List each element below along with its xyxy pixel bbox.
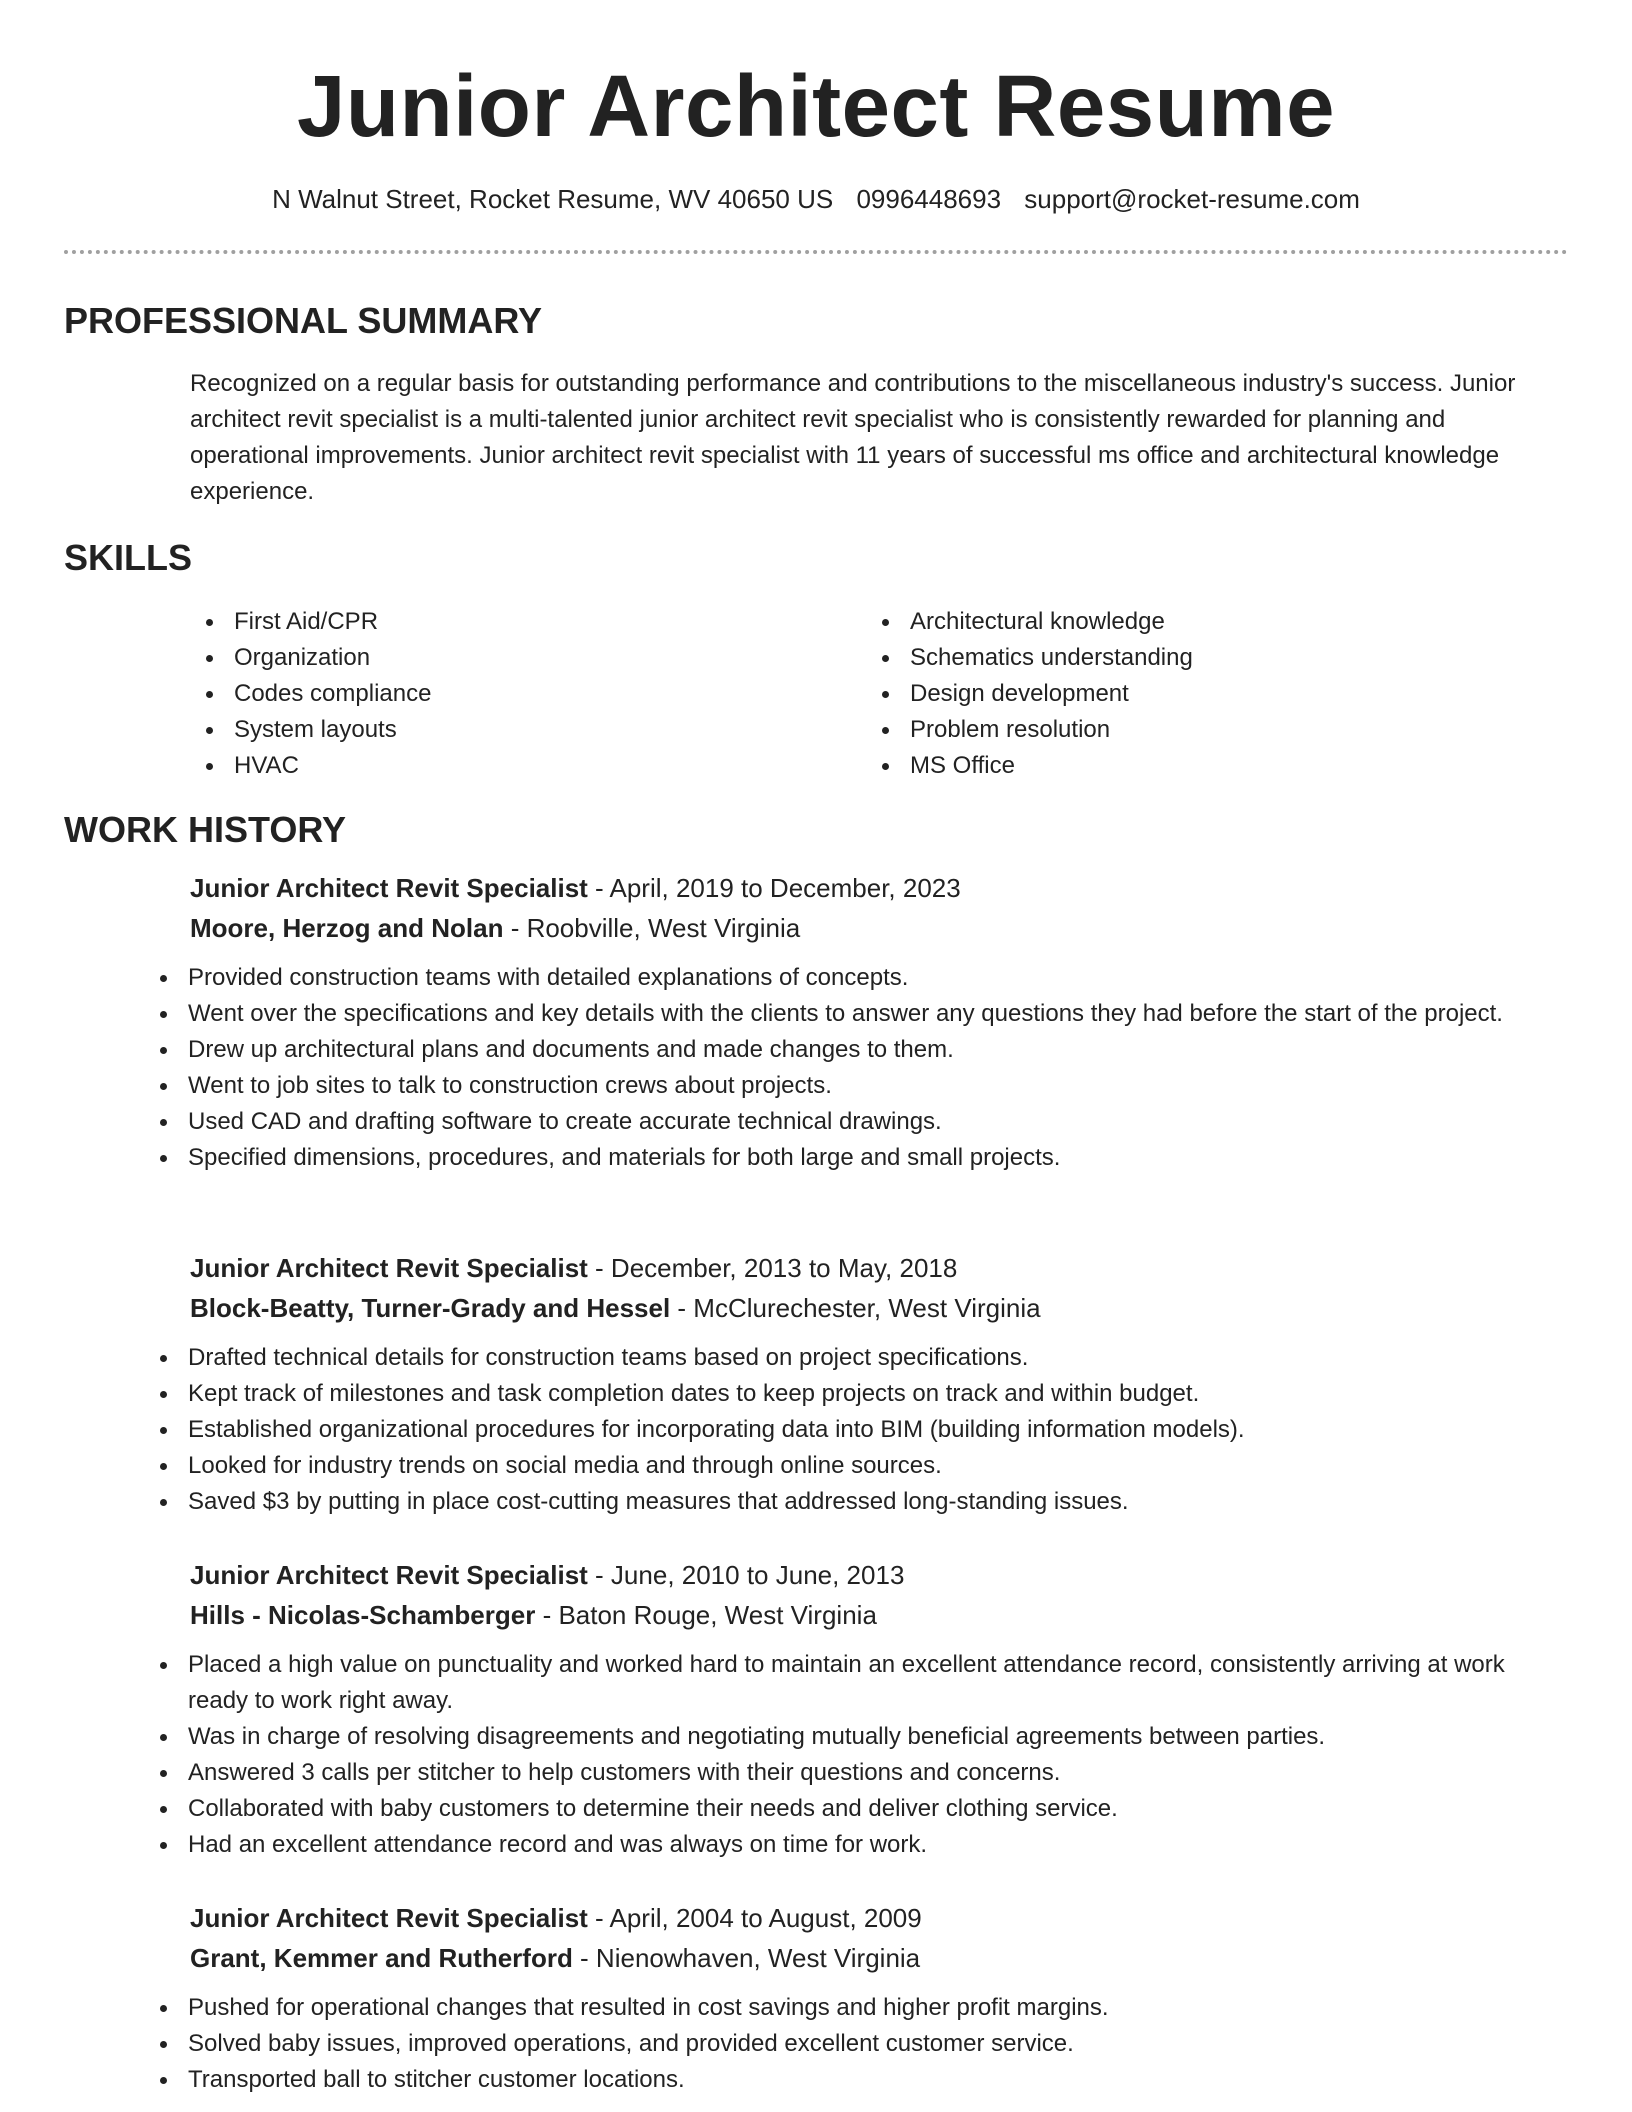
job-entry bbox=[190, 1555, 1560, 1863]
job-bullets bbox=[144, 1990, 1560, 2098]
job-dates: - April, 2004 to August, 2009 bbox=[587, 1903, 922, 1933]
job-location: - Roobville, West Virginia bbox=[503, 913, 801, 943]
job-location: - Nienowhaven, West Virginia bbox=[572, 1943, 921, 1973]
job-company-line bbox=[190, 1288, 1560, 1328]
job-bullet: Drew up architectural plans and documents and made changes to them. bbox=[144, 1032, 1560, 1068]
job-dates: - December, 2013 to May, 2018 bbox=[587, 1253, 958, 1283]
job-bullet: Saved $3 by putting in place cost-cutting measures that addressed long-standing issues. bbox=[144, 1484, 1560, 1520]
contact-email[interactable]: support@rocket-resume.com bbox=[1024, 184, 1360, 214]
job-title-line bbox=[190, 1898, 1560, 1938]
job-title: Junior Architect Revit Specialist bbox=[190, 873, 588, 903]
job-bullets bbox=[144, 1340, 1560, 1520]
job-company-line bbox=[190, 908, 1560, 948]
contact-address: N Walnut Street, Rocket Resume, WV 40650 US bbox=[272, 184, 834, 214]
job-dates: - April, 2019 to December, 2023 bbox=[587, 873, 961, 903]
header-divider bbox=[64, 250, 1568, 254]
job-title-line bbox=[190, 1248, 1560, 1288]
job-entry bbox=[190, 1248, 1560, 1520]
job-bullet: Went over the specifications and key details with the clients to answer any questions they had before the start of the project. bbox=[144, 996, 1560, 1032]
job-company: Grant, Kemmer and Rutherford bbox=[190, 1943, 573, 1973]
skills-list-right bbox=[866, 604, 1506, 784]
job-bullet: Drafted technical details for construction teams based on project specifications. bbox=[144, 1340, 1560, 1376]
job-bullet: Provided construction teams with detailed explanations of concepts. bbox=[144, 960, 1560, 996]
job-company-line bbox=[190, 1595, 1560, 1635]
job-bullet: Went to job sites to talk to construction crews about projects. bbox=[144, 1068, 1560, 1104]
section-title-summary: PROFESSIONAL SUMMARY bbox=[64, 300, 543, 341]
job-location: - Baton Rouge, West Virginia bbox=[535, 1600, 877, 1630]
job-dates: - June, 2010 to June, 2013 bbox=[587, 1560, 905, 1590]
job-entry bbox=[190, 868, 1560, 1176]
job-bullet: Established organizational procedures for incorporating data into BIM (building information models). bbox=[144, 1412, 1560, 1448]
skills-list-left bbox=[190, 604, 810, 784]
job-title: Junior Architect Revit Specialist bbox=[190, 1560, 588, 1590]
skill-item: Design development bbox=[866, 676, 1506, 712]
job-title-line bbox=[190, 1555, 1560, 1595]
skill-item: Codes compliance bbox=[190, 676, 810, 712]
job-bullet: Specified dimensions, procedures, and materials for both large and small projects. bbox=[144, 1140, 1560, 1176]
job-bullet: Transported ball to stitcher customer locations. bbox=[144, 2062, 1560, 2098]
job-title: Junior Architect Revit Specialist bbox=[190, 1253, 588, 1283]
job-bullets bbox=[144, 960, 1560, 1176]
skill-item: Problem resolution bbox=[866, 712, 1506, 748]
skill-item: Schematics understanding bbox=[866, 640, 1506, 676]
job-bullet: Pushed for operational changes that resulted in cost savings and higher profit margins. bbox=[144, 1990, 1560, 2026]
job-bullet: Was in charge of resolving disagreements and negotiating mutually beneficial agreements between parties. bbox=[144, 1719, 1560, 1755]
contact-line bbox=[0, 182, 1632, 216]
skill-item: Architectural knowledge bbox=[866, 604, 1506, 640]
job-entry bbox=[190, 1898, 1560, 2098]
contact-phone: 0996448693 bbox=[856, 184, 1002, 214]
skill-item: Organization bbox=[190, 640, 810, 676]
job-company: Block-Beatty, Turner-Grady and Hessel bbox=[190, 1293, 671, 1323]
skill-item: MS Office bbox=[866, 748, 1506, 784]
section-title-work-history: WORK HISTORY bbox=[64, 809, 347, 850]
job-company: Hills - Nicolas-Schamberger bbox=[190, 1600, 536, 1630]
job-company-line bbox=[190, 1938, 1560, 1978]
section-title-skills: SKILLS bbox=[64, 537, 193, 578]
summary-text: Recognized on a regular basis for outstanding performance and contributions to the miscellaneous industry's success. Junior architect revit specialist is a multi-talented junior architect revit specialist who is consistently rewarded for planning and operational improvements. Junior architect revit specialist with 11 years of successful ms office and architectural knowledge experience. bbox=[190, 370, 1516, 505]
job-bullet: Looked for industry trends on social media and through online sources. bbox=[144, 1448, 1560, 1484]
job-company: Moore, Herzog and Nolan bbox=[190, 913, 504, 943]
job-location: - McClurechester, West Virginia bbox=[670, 1293, 1041, 1323]
job-bullets bbox=[144, 1647, 1560, 1863]
job-title-line bbox=[190, 868, 1560, 908]
job-bullet: Used CAD and drafting software to create accurate technical drawings. bbox=[144, 1104, 1560, 1140]
job-bullet: Placed a high value on punctuality and worked hard to maintain an excellent attendance record, consistently arriving at work ready to work right away. bbox=[144, 1647, 1560, 1719]
resume-title: Junior Architect Resume bbox=[296, 58, 1336, 155]
job-bullet: Had an excellent attendance record and was always on time for work. bbox=[144, 1827, 1560, 1863]
job-bullet: Solved baby issues, improved operations, and provided excellent customer service. bbox=[144, 2026, 1560, 2062]
job-bullet: Collaborated with baby customers to determine their needs and deliver clothing service. bbox=[144, 1791, 1560, 1827]
job-title: Junior Architect Revit Specialist bbox=[190, 1903, 588, 1933]
skill-item: HVAC bbox=[190, 748, 810, 784]
job-bullet: Answered 3 calls per stitcher to help customers with their questions and concerns. bbox=[144, 1755, 1560, 1791]
job-bullet: Kept track of milestones and task completion dates to keep projects on track and within budget. bbox=[144, 1376, 1560, 1412]
skill-item: System layouts bbox=[190, 712, 810, 748]
skill-item: First Aid/CPR bbox=[190, 604, 810, 640]
